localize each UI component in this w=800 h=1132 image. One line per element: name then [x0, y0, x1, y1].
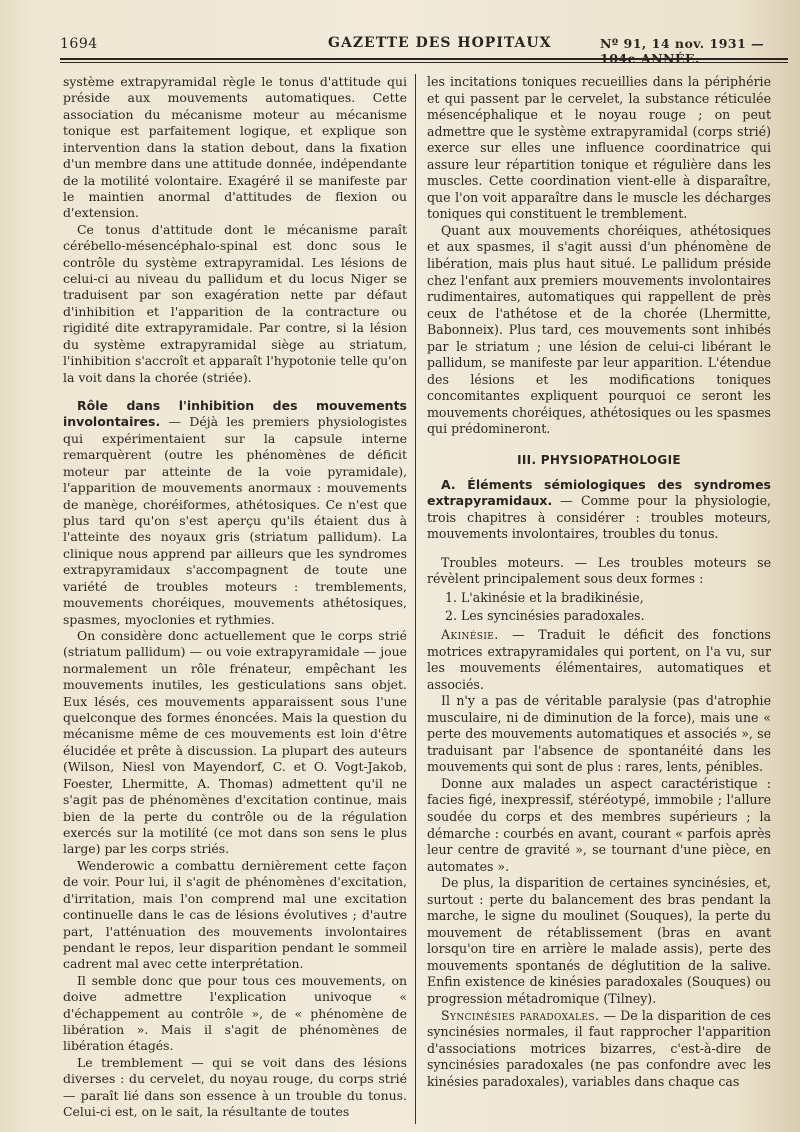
paragraph: Wenderowic a combattu dernièrement cette façon de voir. Pour lui, il s'agit de phénomènes d'excitation, d'irritation, mais l'on comprend mal une excitation continuelle dans le cas de lésions évolutives ; d'autre part, l'atténuation des mouvements involontaires pendant le repos, leur disparition pendant le sommeil cadrent mal avec cette interprétation. [63, 857, 407, 972]
subsection-heading: A. Éléments sémiologiques des syndromes extrapyramidaux. [427, 476, 771, 509]
right-column [427, 74, 771, 1090]
paragraph-inhibition [63, 398, 407, 628]
paragraph-syncinesies [427, 1008, 771, 1091]
paragraph: les incitations toniques recueillies dans la périphérie et qui passent par le cervelet, la substance réticulée mésencéphalique et le noyau rouge ; on peut admettre que le système extrapyramidal (corps strié) exerce sur elles une influence coordinatrice qui assure leur répartition tonique et régulière dans les muscles. Cette coordination vient-elle à disparaître, que l'on voit apparaître dans le muscle les décharges toniques qui constituent le tremblement. [427, 74, 771, 222]
paragraph: Quant aux mouvements choréiques, athétosiques et aux spasmes, il s'agit aussi d'un phénomène de libération, mais plus haut situé. Le pallidum préside chez l'enfant aux premiers mouvements involontaires rudimentaires, automatiques qui rappellent de près ceux de l'athétose et de la chorée (Lhermitte, Babonneix). Plus tard, ces mouvements sont inhibés par le striatum ; une lésion de celui-ci libérant le pallidum, se manifeste par leur apparition. L'étendue des lésions et les modifications toniques concomitantes expliquent pourquoi ce seront les mouvements choréiques, athétosiques ou les spasmes qui prédomineront. [427, 222, 771, 437]
paragraph: Le tremblement — qui se voit dans des lésions diverses : du cervelet, du noyau rouge, du corps strié — paraît lié dans son essence à un trouble du tonus. Celui-ci est, on le sait, la résultante de toutes [63, 1054, 407, 1120]
paragraph-akinesie [427, 627, 771, 693]
header-rule-thin [60, 62, 788, 63]
header-rule-thick [60, 58, 788, 60]
paragraph-text: — Traduit le déficit des fonctions motrices extrapyramidales qui portent, on l'a vu, sur les mouvements élémentaires, automatiques et associés. [427, 626, 771, 692]
list-item: 2. Les syncinésies paradoxales. [445, 608, 645, 624]
paragraph-text: — Comme pour la physiologie, trois chapitres à considérer : troubles moteurs, mouvements involontaires, troubles du tonus. [427, 493, 771, 542]
journal-title: GAZETTE DES HOPITAUX [328, 35, 552, 51]
run-in-label: Syncinésies paradoxales. [441, 1007, 600, 1023]
paragraph-semiology [427, 477, 771, 543]
paragraph: De plus, la disparition de certaines syncinésies, et, surtout : perte du balancement des bras pendant la marche, le signe du moulinet (Souques), la perte du mouvement de rétablissement (bras en avant lorsqu'on tire en arrière le malade assis), perte des mouvements spontanés de déglutition de la salive. Enfin existence de kinésies paradoxales (Souques) ou progression métadromique (Tilney). [427, 875, 771, 1006]
paragraph: Donne aux malades un aspect caractéristique : facies figé, inexpressif, stéréotypé, immobile ; l'allure soudée du corps et des membres supérieurs ; la démarche : courbés en avant, courant « parfois après leur centre de gravité », se tournant d'une pièce, en automates ». [427, 775, 771, 874]
run-in-label: Akinésie. [441, 626, 499, 642]
page-header [60, 32, 788, 66]
paragraph: Il n'y a pas de véritable paralysie (pas d'atrophie musculaire, ni de diminution de la force), mais une « perte des mouvements automatiques et associés », se traduisant par l'absence de spontanéité dans les mouvements qui sont de plus : rares, lents, pénibles. [427, 693, 771, 775]
paragraph: Il semble donc que pour tous ces mouvements, on doive admettre l'explication univoque « d'échappement au contrôle », de « phénomène de libération ». Mais il s'agit de phénomènes de libération étagés. [63, 972, 407, 1054]
column-divider [415, 74, 416, 1124]
left-column [63, 74, 407, 1121]
paragraph: On considère donc actuellement que le corps strié (striatum pallidum) — ou voie extrapyramidale — joue normalement un rôle frénateur, empêchant les mouvements inutiles, les gesticulations sans objet. Eux lésés, ces mouvements apparaissent sous l'une quelconque des formes énoncées. Mais la question du mécanisme même de ces mouvements est loin d'être élucidée et prête à discussion. La plupart des auteurs (Wilson, Niesl von Mayendorf, C. et O. Vogt-Jakob, Foester, Lhermitte, A. Thomas) admettent qu'il ne s'agit pas de phénomènes d'excitation continue, mais bien de la perte du contrôle ou de la régulation exercés sur la motilité (ce mot dans son sens le plus large) par les corps striés. [63, 627, 407, 857]
paragraph: Troubles moteurs. — Les troubles moteurs se révèlent principalement sous deux formes : [427, 554, 771, 587]
issue-info: Nº 91, 14 nov. 1931 — 104e ANNÉE. [600, 36, 765, 66]
list-item: 1. L'akinésie et la bradikinésie, [445, 589, 644, 605]
paragraph: Ce tonus d'attitude dont le mécanisme paraît cérébello-mésencéphalo-spinal est donc sous le contrôle du système extrapyramidal. Les lésions de celui-ci au niveau du pallidum et du locus Niger se traduisent par son exagération nette par défaut d'inhibition et l'apparition de la contracture ou rigidité dite extrapyramidale. Par contre, si la lésion du système extrapyramidal siège au striatum, l'inhibition s'accroît et apparaît l'hypotonie telle qu'on la voit dans la chorée (striée). [63, 221, 407, 385]
subsection-heading: Rôle dans l'inhibition des mouvements involontaires. [63, 398, 407, 430]
section-heading: III. PHYSIOPATHOLOGIE [517, 453, 681, 468]
paragraph: système extrapyramidal règle le tonus d'attitude qui préside aux mouvements automatiques. Cette association du mécanisme moteur au mécanisme tonique est parfaitement logique, et explique son intervention dans la station debout, dans la fixation d'un membre dans une attitude donnée, indépendante de la motilité volontaire. Exagéré il se manifeste par le maintien anormal d'attitudes de flexion ou d'extension. [63, 74, 407, 221]
paragraph-text: — Déjà les premiers physiologistes qui expérimentaient sur la capsule interne remarquèrent (outre les phénomènes de déficit moteur par atteinte de la voie pyramidale), l'apparition de mouvements anormaux : mouvements de manège, choréiformes, athétosiques. Ce n'est que plus tard qu'on s'est aperçu qu'ils étaient dus à l'atteinte des noyaux gris (striatum pallidum). La clinique nous apprend par ailleurs que les syndromes extrapyramidaux s'accompagnent de toute une variété de troubles moteurs : tremblements, mouvements choréiques, mouvements athétosiques, spasmes, myoclonies et rythmies. [63, 414, 407, 627]
paragraph-text: — De la disparition de ces syncinésies normales, il faut rapprocher l'apparition d'associations motrices bizarres, c'est-à-dire de syncinésies paradoxales (ne pas confondre avec les kinésies paradoxales), variables dans chaque cas [427, 1007, 771, 1089]
page-number: 1694 [60, 36, 98, 52]
